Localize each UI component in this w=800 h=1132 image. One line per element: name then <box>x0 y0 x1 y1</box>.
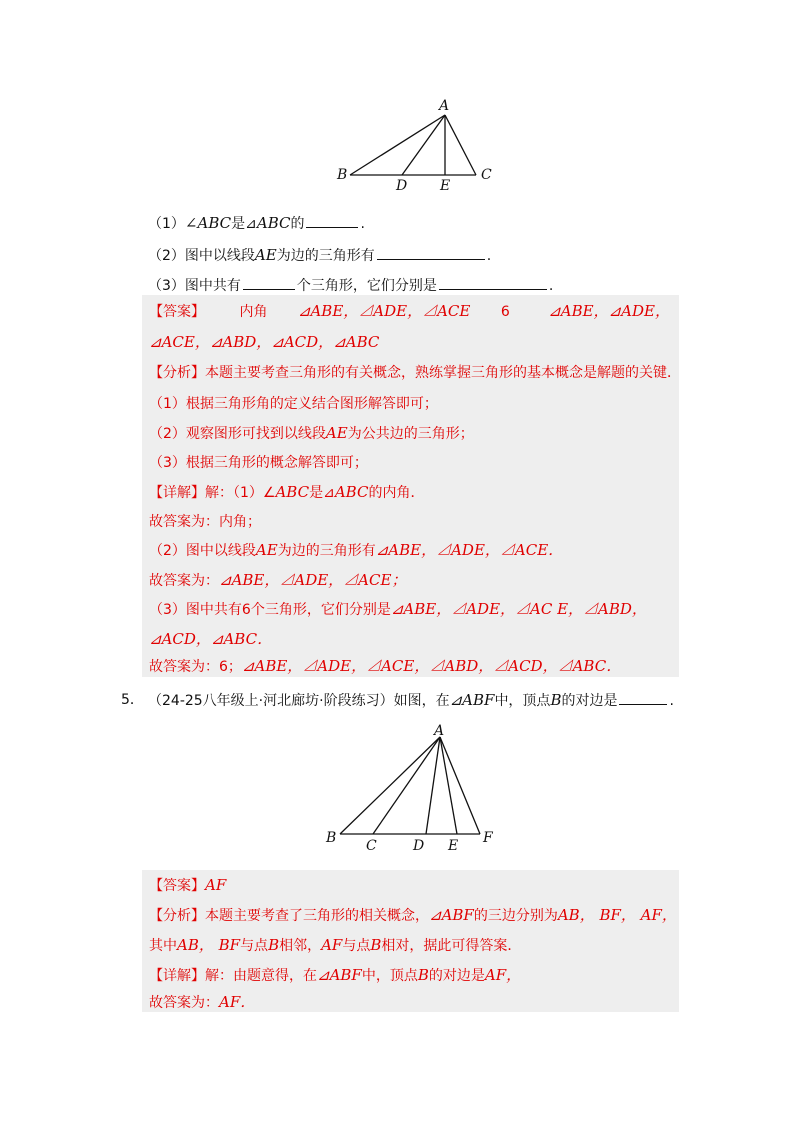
answer-line-2: ⊿ACE，⊿ABD，⊿ACD，⊿ABC <box>149 333 380 351</box>
label-f: F <box>483 830 493 846</box>
analysis-line: 【分析】本题主要考查三角形的有关概念，熟练掌握三角形的基本概念是解题的关键． <box>149 365 681 381</box>
triangle-figure-1 <box>330 95 500 190</box>
analysis-line-1: 【分析】本题主要考查了三角形的相关概念，⊿ABF的三边分别为AB， BF， AF， <box>149 906 677 924</box>
answer-tag: 【答案】 <box>149 878 205 894</box>
label-c: C <box>481 167 492 183</box>
detail-line-5: （3）图中共有6个三角形，它们分别是⊿ABE，⊿ADE，⊿AC E，⊿ABD， <box>149 600 647 618</box>
answer-line: 【答案】 内角 ⊿ABE，⊿ADE，⊿ACE 6 ⊿ABE，⊿ADE， <box>149 302 670 320</box>
segment-af <box>440 737 480 834</box>
segment-ae <box>440 737 457 834</box>
detail-line-6: ⊿ACD，⊿ABC． <box>149 630 273 648</box>
label-a: A <box>434 723 445 739</box>
detail-line-7: 故答案为：6；⊿ABE，⊿ADE，⊿ACE，⊿ABD，⊿ACD，⊿ABC． <box>149 657 622 675</box>
label-e: E <box>440 178 451 190</box>
analysis-tag: 【分析】 <box>149 365 205 381</box>
analysis-line-2: 其中AB， BF与点B相邻，AF与点B相对，据此可得答案． <box>149 936 522 954</box>
segment-ad <box>426 737 440 834</box>
label-d: D <box>413 838 425 854</box>
answer-blank <box>619 689 667 705</box>
question-5-text: （24-25八年级上·河北廊坊·阶段练习）如图，在⊿ABF中，顶点B的对边是 . <box>148 691 674 709</box>
answer-blank <box>377 244 485 260</box>
detail-line-1: 【详解】解：由题意得，在⊿ABF中，顶点B的对边是AF， <box>149 966 522 984</box>
analysis-step-1: （1）根据三角形角的定义结合图形解答即可； <box>149 396 438 412</box>
question-number-5: 5． <box>121 692 144 708</box>
analysis-step-2: （2）观察图形可找到以线段AE为公共边的三角形； <box>149 424 474 442</box>
answer-blank <box>243 274 295 290</box>
answer-blank <box>439 274 547 290</box>
answer-blank <box>306 212 358 228</box>
segment-ab <box>350 115 445 175</box>
detail-line-2: 故答案为：AF． <box>149 993 256 1011</box>
analysis-step-3: （3）根据三角形的概念解答即可； <box>149 455 368 471</box>
segment-ad <box>402 115 445 175</box>
answer-tag: 【答案】 <box>149 304 205 320</box>
triangle-figure-2 <box>320 722 505 857</box>
segment-ac <box>445 115 476 175</box>
q4-part-2: （2）图中以线段AE为边的三角形有 . <box>148 246 492 264</box>
detail-line-4: 故答案为：⊿ABE，⊿ADE，⊿ACE； <box>149 571 407 589</box>
detail-tag: 【详解】 <box>149 968 205 984</box>
label-b: B <box>326 830 337 846</box>
detail-tag: 【详解】 <box>149 485 205 501</box>
answer-box-q4 <box>142 295 679 677</box>
segment-ab <box>340 737 440 834</box>
label-a: A <box>439 98 450 114</box>
label-e: E <box>448 838 459 854</box>
label-c: C <box>366 838 377 854</box>
q4-part-3: （3）图中共有 个三角形，它们分别是 . <box>148 274 553 297</box>
detail-line-1: 【详解】解：（1）∠ABC是⊿ABC的内角． <box>149 483 425 501</box>
answer-line: 【答案】AF <box>149 876 227 894</box>
answer-box-q5 <box>142 870 679 1012</box>
analysis-tag: 【分析】 <box>149 908 205 924</box>
segment-ac <box>373 737 440 834</box>
q4-part-1: （1）∠ABC是⊿ABC的 . <box>148 214 365 232</box>
label-d: D <box>396 178 408 190</box>
label-b: B <box>337 167 348 183</box>
detail-line-3: （2）图中以线段AE为边的三角形有⊿ABE，⊿ADE，⊿ACE． <box>149 541 564 559</box>
detail-line-2: 故答案为：内角； <box>149 514 261 530</box>
